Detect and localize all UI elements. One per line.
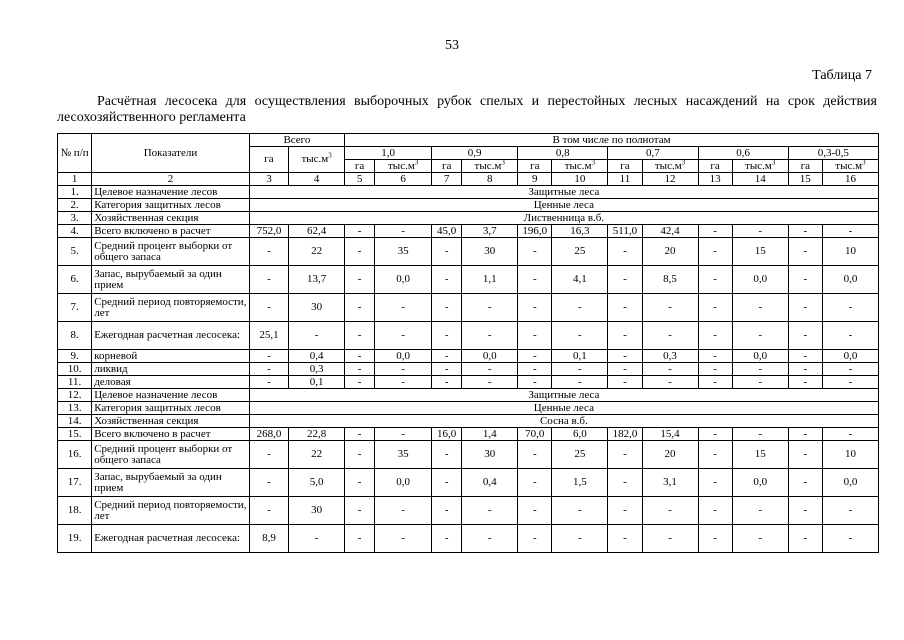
table-row — [58, 415, 879, 428]
column-number: 5 — [345, 173, 375, 186]
column-number: 4 — [289, 173, 345, 186]
unit-ha: га — [345, 160, 375, 173]
table-cell: - — [732, 525, 788, 553]
table-cell: 1,1 — [462, 266, 518, 294]
table-cell: 20 — [642, 238, 698, 266]
table-cell: - — [462, 294, 518, 322]
table-row — [58, 186, 879, 199]
table-cell: - — [732, 225, 788, 238]
column-number: 8 — [462, 173, 518, 186]
table-cell: - — [788, 525, 822, 553]
row-label: Запас, вырубаемый за один прием — [92, 469, 250, 497]
table-row — [58, 212, 879, 225]
table-row — [58, 350, 879, 363]
table-cell: 25,1 — [249, 322, 288, 350]
table-cell: - — [698, 238, 732, 266]
row-span-value: Ценные леса — [249, 402, 878, 415]
table-cell: 45,0 — [432, 225, 462, 238]
table-cell: - — [432, 294, 462, 322]
table-cell: 196,0 — [518, 225, 552, 238]
table-cell: 0,0 — [822, 469, 878, 497]
density-header: 0,8 — [518, 147, 608, 160]
row-number: 9. — [58, 350, 92, 363]
column-number: 12 — [642, 173, 698, 186]
row-number: 18. — [58, 497, 92, 525]
table-cell: - — [642, 294, 698, 322]
table-cell: 268,0 — [249, 428, 288, 441]
page-number: 53 — [445, 38, 459, 53]
table-cell: - — [518, 497, 552, 525]
column-number: 15 — [788, 173, 822, 186]
table-cell: - — [642, 525, 698, 553]
table-cell: - — [698, 376, 732, 389]
table-cell: - — [345, 238, 375, 266]
table-cell: - — [518, 266, 552, 294]
table-cell: - — [432, 363, 462, 376]
table-cell: 30 — [462, 238, 518, 266]
table-cell: - — [822, 428, 878, 441]
table-cell: - — [345, 350, 375, 363]
table-cell: 35 — [375, 441, 432, 469]
table-cell: - — [698, 525, 732, 553]
unit-thous-m3: $тыс.м^3$ — [375, 160, 432, 173]
table-cell: 22,8 — [289, 428, 345, 441]
table-cell: - — [432, 469, 462, 497]
table-cell: - — [698, 266, 732, 294]
table-cell: - — [788, 350, 822, 363]
table-cell: - — [822, 376, 878, 389]
row-number: 7. — [58, 294, 92, 322]
table-row — [58, 376, 879, 389]
table-cell: 16,0 — [432, 428, 462, 441]
table-cell: - — [462, 363, 518, 376]
table-cell: - — [432, 525, 462, 553]
table-cell: - — [249, 376, 288, 389]
table-cell: - — [552, 525, 608, 553]
table-cell: 0,0 — [375, 469, 432, 497]
table-cell: - — [432, 322, 462, 350]
table-cell: - — [518, 350, 552, 363]
table-cell: 13,7 — [289, 266, 345, 294]
table-cell: - — [608, 294, 642, 322]
row-number: 17. — [58, 469, 92, 497]
density-header: 1,0 — [345, 147, 432, 160]
table-cell: 182,0 — [608, 428, 642, 441]
table-cell: - — [698, 428, 732, 441]
table-cell: - — [552, 376, 608, 389]
table-cell: - — [732, 428, 788, 441]
table-cell: - — [375, 497, 432, 525]
table-cell: - — [249, 363, 288, 376]
row-span-value: Защитные леса — [249, 389, 878, 402]
table-cell: - — [432, 238, 462, 266]
table-cell: - — [249, 266, 288, 294]
row-label: Хозяйственная секция — [92, 212, 250, 225]
table-cell: - — [518, 238, 552, 266]
row-label: Запас, вырубаемый за один прием — [92, 266, 250, 294]
table-cell: - — [345, 266, 375, 294]
table-cell: - — [698, 441, 732, 469]
table-cell: 10 — [822, 238, 878, 266]
row-label: деловая — [92, 376, 250, 389]
table-cell: 752,0 — [249, 225, 288, 238]
table-cell: - — [432, 350, 462, 363]
row-label: Целевое назначение лесов — [92, 389, 250, 402]
table-cell: - — [608, 497, 642, 525]
table-cell: - — [345, 428, 375, 441]
column-number: 13 — [698, 173, 732, 186]
table-cell: 0,0 — [732, 350, 788, 363]
table-caption: Таблица 7 — [812, 68, 872, 83]
table-cell: 1,5 — [552, 469, 608, 497]
row-number: 12. — [58, 389, 92, 402]
table-cell: - — [608, 350, 642, 363]
table-cell: - — [518, 441, 552, 469]
table-cell: 25 — [552, 238, 608, 266]
table-row — [58, 525, 879, 553]
table-cell: - — [518, 322, 552, 350]
table-cell: - — [552, 497, 608, 525]
unit-thous-m3: $тыс.м^3$ — [732, 160, 788, 173]
row-span-value: Ценные леса — [249, 199, 878, 212]
table-cell: 35 — [375, 238, 432, 266]
table-cell: 10 — [822, 441, 878, 469]
table-cell: - — [375, 322, 432, 350]
allowable-cut-table — [57, 133, 879, 553]
table-cell: 0,3 — [289, 363, 345, 376]
row-label: ликвид — [92, 363, 250, 376]
table-cell: 0,1 — [289, 376, 345, 389]
table-cell: - — [788, 469, 822, 497]
table-cell: - — [249, 469, 288, 497]
row-label: Ежегодная расчетная лесосека: — [92, 525, 250, 553]
header-total: Всего — [249, 134, 344, 147]
header-indicators: Показатели — [92, 134, 250, 173]
row-number: 15. — [58, 428, 92, 441]
table-cell: 62,4 — [289, 225, 345, 238]
table-cell: - — [788, 441, 822, 469]
table-cell: - — [345, 294, 375, 322]
table-cell: 30 — [462, 441, 518, 469]
column-number: 10 — [552, 173, 608, 186]
table-cell: - — [608, 266, 642, 294]
row-number: 14. — [58, 415, 92, 428]
table-cell: - — [518, 376, 552, 389]
unit-ha: га — [788, 160, 822, 173]
table-cell: - — [642, 376, 698, 389]
table-cell: - — [732, 294, 788, 322]
table-cell: 0,0 — [822, 266, 878, 294]
row-label: корневой — [92, 350, 250, 363]
table-cell: - — [462, 525, 518, 553]
table-cell: 15 — [732, 238, 788, 266]
table-row — [58, 497, 879, 525]
table-cell: - — [698, 497, 732, 525]
table-cell: 0,0 — [732, 469, 788, 497]
table-cell: - — [642, 363, 698, 376]
column-number: 16 — [822, 173, 878, 186]
table-cell: - — [375, 225, 432, 238]
table-row — [58, 199, 879, 212]
table-cell: 22 — [289, 441, 345, 469]
table-cell: - — [788, 428, 822, 441]
table-cell: 42,4 — [642, 225, 698, 238]
table-row — [58, 441, 879, 469]
table-cell: - — [552, 363, 608, 376]
table-cell: - — [375, 428, 432, 441]
table-cell: 3,1 — [642, 469, 698, 497]
table-cell: - — [375, 294, 432, 322]
table-cell: 0,4 — [462, 469, 518, 497]
table-cell: - — [788, 225, 822, 238]
table-cell: 8,5 — [642, 266, 698, 294]
column-number: 2 — [92, 173, 250, 186]
table-cell: - — [608, 322, 642, 350]
table-cell: - — [289, 322, 345, 350]
table-cell: 20 — [642, 441, 698, 469]
row-label: Категория защитных лесов — [92, 402, 250, 415]
table-cell: 70,0 — [518, 428, 552, 441]
table-row — [58, 363, 879, 376]
row-span-value: Лиственница в.б. — [249, 212, 878, 225]
row-number: 19. — [58, 525, 92, 553]
table-cell: 16,3 — [552, 225, 608, 238]
row-label: Ежегодная расчетная лесосека: — [92, 322, 250, 350]
table-cell: 15 — [732, 441, 788, 469]
column-number: 11 — [608, 173, 642, 186]
table-cell: - — [698, 350, 732, 363]
header-total-thous-m3: $тыс.м^3$ — [289, 147, 345, 173]
table-cell: 30 — [289, 294, 345, 322]
column-number: 1 — [58, 173, 92, 186]
table-cell: 25 — [552, 441, 608, 469]
table-cell: - — [552, 322, 608, 350]
unit-ha: га — [518, 160, 552, 173]
table-cell: - — [788, 294, 822, 322]
table-cell: - — [788, 497, 822, 525]
table-row — [58, 402, 879, 415]
row-label: Средний период повторяемости, лет — [92, 294, 250, 322]
table-cell: - — [518, 525, 552, 553]
column-number-row — [58, 173, 879, 186]
table-cell: 22 — [289, 238, 345, 266]
table-cell: - — [608, 376, 642, 389]
table-cell: - — [345, 469, 375, 497]
header-total-ha: га — [249, 147, 288, 173]
density-header: 0,6 — [698, 147, 788, 160]
table-cell: - — [518, 363, 552, 376]
unit-thous-m3: $тыс.м^3$ — [642, 160, 698, 173]
table-cell: 0,0 — [822, 350, 878, 363]
row-label: Средний процент выборки от общего запаса — [92, 238, 250, 266]
table-cell: - — [432, 441, 462, 469]
table-cell: 0,4 — [289, 350, 345, 363]
row-span-value: Защитные леса — [249, 186, 878, 199]
table-row — [58, 469, 879, 497]
table-cell: 0,1 — [552, 350, 608, 363]
row-number: 13. — [58, 402, 92, 415]
column-number: 7 — [432, 173, 462, 186]
unit-ha: га — [608, 160, 642, 173]
row-number: 2. — [58, 199, 92, 212]
row-label: Целевое назначение лесов — [92, 186, 250, 199]
row-number: 6. — [58, 266, 92, 294]
unit-ha: га — [432, 160, 462, 173]
row-number: 8. — [58, 322, 92, 350]
table-cell: - — [732, 376, 788, 389]
table-cell: - — [788, 238, 822, 266]
table-cell: - — [462, 322, 518, 350]
table-cell: - — [345, 525, 375, 553]
table-cell: - — [249, 350, 288, 363]
table-cell: - — [462, 497, 518, 525]
table-cell: - — [822, 225, 878, 238]
table-cell: - — [822, 497, 878, 525]
table-cell: - — [608, 238, 642, 266]
density-header: 0,9 — [432, 147, 518, 160]
row-label: Категория защитных лесов — [92, 199, 250, 212]
table-body — [58, 186, 879, 553]
table-row — [58, 225, 879, 238]
unit-thous-m3: $тыс.м^3$ — [552, 160, 608, 173]
row-number: 10. — [58, 363, 92, 376]
table-cell: - — [732, 363, 788, 376]
row-label: Всего включено в расчет — [92, 428, 250, 441]
table-cell: - — [432, 376, 462, 389]
table-cell: - — [732, 322, 788, 350]
table-row — [58, 266, 879, 294]
table-cell: - — [608, 469, 642, 497]
row-label: Всего включено в расчет — [92, 225, 250, 238]
table-cell: - — [788, 322, 822, 350]
row-number: 4. — [58, 225, 92, 238]
table-cell: - — [345, 376, 375, 389]
density-header: 0,7 — [608, 147, 698, 160]
table-cell: - — [375, 363, 432, 376]
table-row — [58, 294, 879, 322]
density-header: 0,3-0,5 — [788, 147, 878, 160]
row-number: 5. — [58, 238, 92, 266]
table-cell: 6,0 — [552, 428, 608, 441]
table-cell: 3,7 — [462, 225, 518, 238]
row-label: Хозяйственная секция — [92, 415, 250, 428]
table-cell: - — [822, 294, 878, 322]
table-cell: - — [518, 294, 552, 322]
table-cell: - — [608, 363, 642, 376]
table-cell: - — [698, 363, 732, 376]
table-cell: - — [345, 363, 375, 376]
table-cell: - — [375, 376, 432, 389]
table-cell: 15,4 — [642, 428, 698, 441]
row-number: 11. — [58, 376, 92, 389]
table-cell: - — [249, 441, 288, 469]
table-cell: - — [822, 525, 878, 553]
table-cell: - — [698, 469, 732, 497]
column-number: 3 — [249, 173, 288, 186]
table-cell: - — [345, 441, 375, 469]
table-cell: - — [788, 376, 822, 389]
table-cell: - — [788, 266, 822, 294]
table-cell: - — [732, 497, 788, 525]
row-label: Средний процент выборки от общего запаса — [92, 441, 250, 469]
table-cell: 0,0 — [732, 266, 788, 294]
table-cell: - — [642, 322, 698, 350]
table-cell: - — [289, 525, 345, 553]
table-cell: - — [345, 497, 375, 525]
table-cell: - — [432, 497, 462, 525]
table-cell: 511,0 — [608, 225, 642, 238]
table-cell: 1,4 — [462, 428, 518, 441]
unit-thous-m3: $тыс.м^3$ — [822, 160, 878, 173]
table-cell: - — [249, 294, 288, 322]
row-number: 1. — [58, 186, 92, 199]
table-cell: - — [432, 266, 462, 294]
table-cell: - — [552, 294, 608, 322]
table-cell: 0,0 — [375, 266, 432, 294]
table-cell: 5,0 — [289, 469, 345, 497]
table-cell: - — [698, 225, 732, 238]
row-span-value: Сосна в.б. — [249, 415, 878, 428]
row-number: 3. — [58, 212, 92, 225]
column-number: 6 — [375, 173, 432, 186]
table-cell: 8,9 — [249, 525, 288, 553]
table-cell: - — [608, 441, 642, 469]
table-cell: - — [698, 294, 732, 322]
unit-ha: га — [698, 160, 732, 173]
table-cell: - — [375, 525, 432, 553]
table-cell: - — [642, 497, 698, 525]
row-label: Средний период повторяемости, лет — [92, 497, 250, 525]
table-row — [58, 322, 879, 350]
table-cell: - — [345, 225, 375, 238]
table-cell: - — [608, 525, 642, 553]
table-row — [58, 238, 879, 266]
document-title: Расчётная лесосека для осуществления выборочных рубок спелых и перестойных лесных насаждений на срок действия лесохозяйственного регламента — [57, 94, 877, 125]
table-cell: - — [249, 238, 288, 266]
table-cell: - — [822, 363, 878, 376]
table-cell: 4,1 — [552, 266, 608, 294]
column-number: 14 — [732, 173, 788, 186]
table-cell: 0,0 — [462, 350, 518, 363]
table-cell: 0,0 — [375, 350, 432, 363]
column-number: 9 — [518, 173, 552, 186]
table-cell: - — [788, 363, 822, 376]
row-number: 16. — [58, 441, 92, 469]
unit-thous-m3: $тыс.м^3$ — [462, 160, 518, 173]
table-header — [58, 134, 879, 186]
table-row — [58, 389, 879, 402]
table-cell: - — [462, 376, 518, 389]
table-cell: - — [249, 497, 288, 525]
table-cell: - — [698, 322, 732, 350]
table-cell: - — [518, 469, 552, 497]
table-cell: - — [345, 322, 375, 350]
header-including: В том числе по полнотам — [345, 134, 879, 147]
header-num: № п/п — [58, 134, 92, 173]
table-cell: - — [822, 322, 878, 350]
table-cell: 30 — [289, 497, 345, 525]
table-cell: 0,3 — [642, 350, 698, 363]
table-row — [58, 428, 879, 441]
